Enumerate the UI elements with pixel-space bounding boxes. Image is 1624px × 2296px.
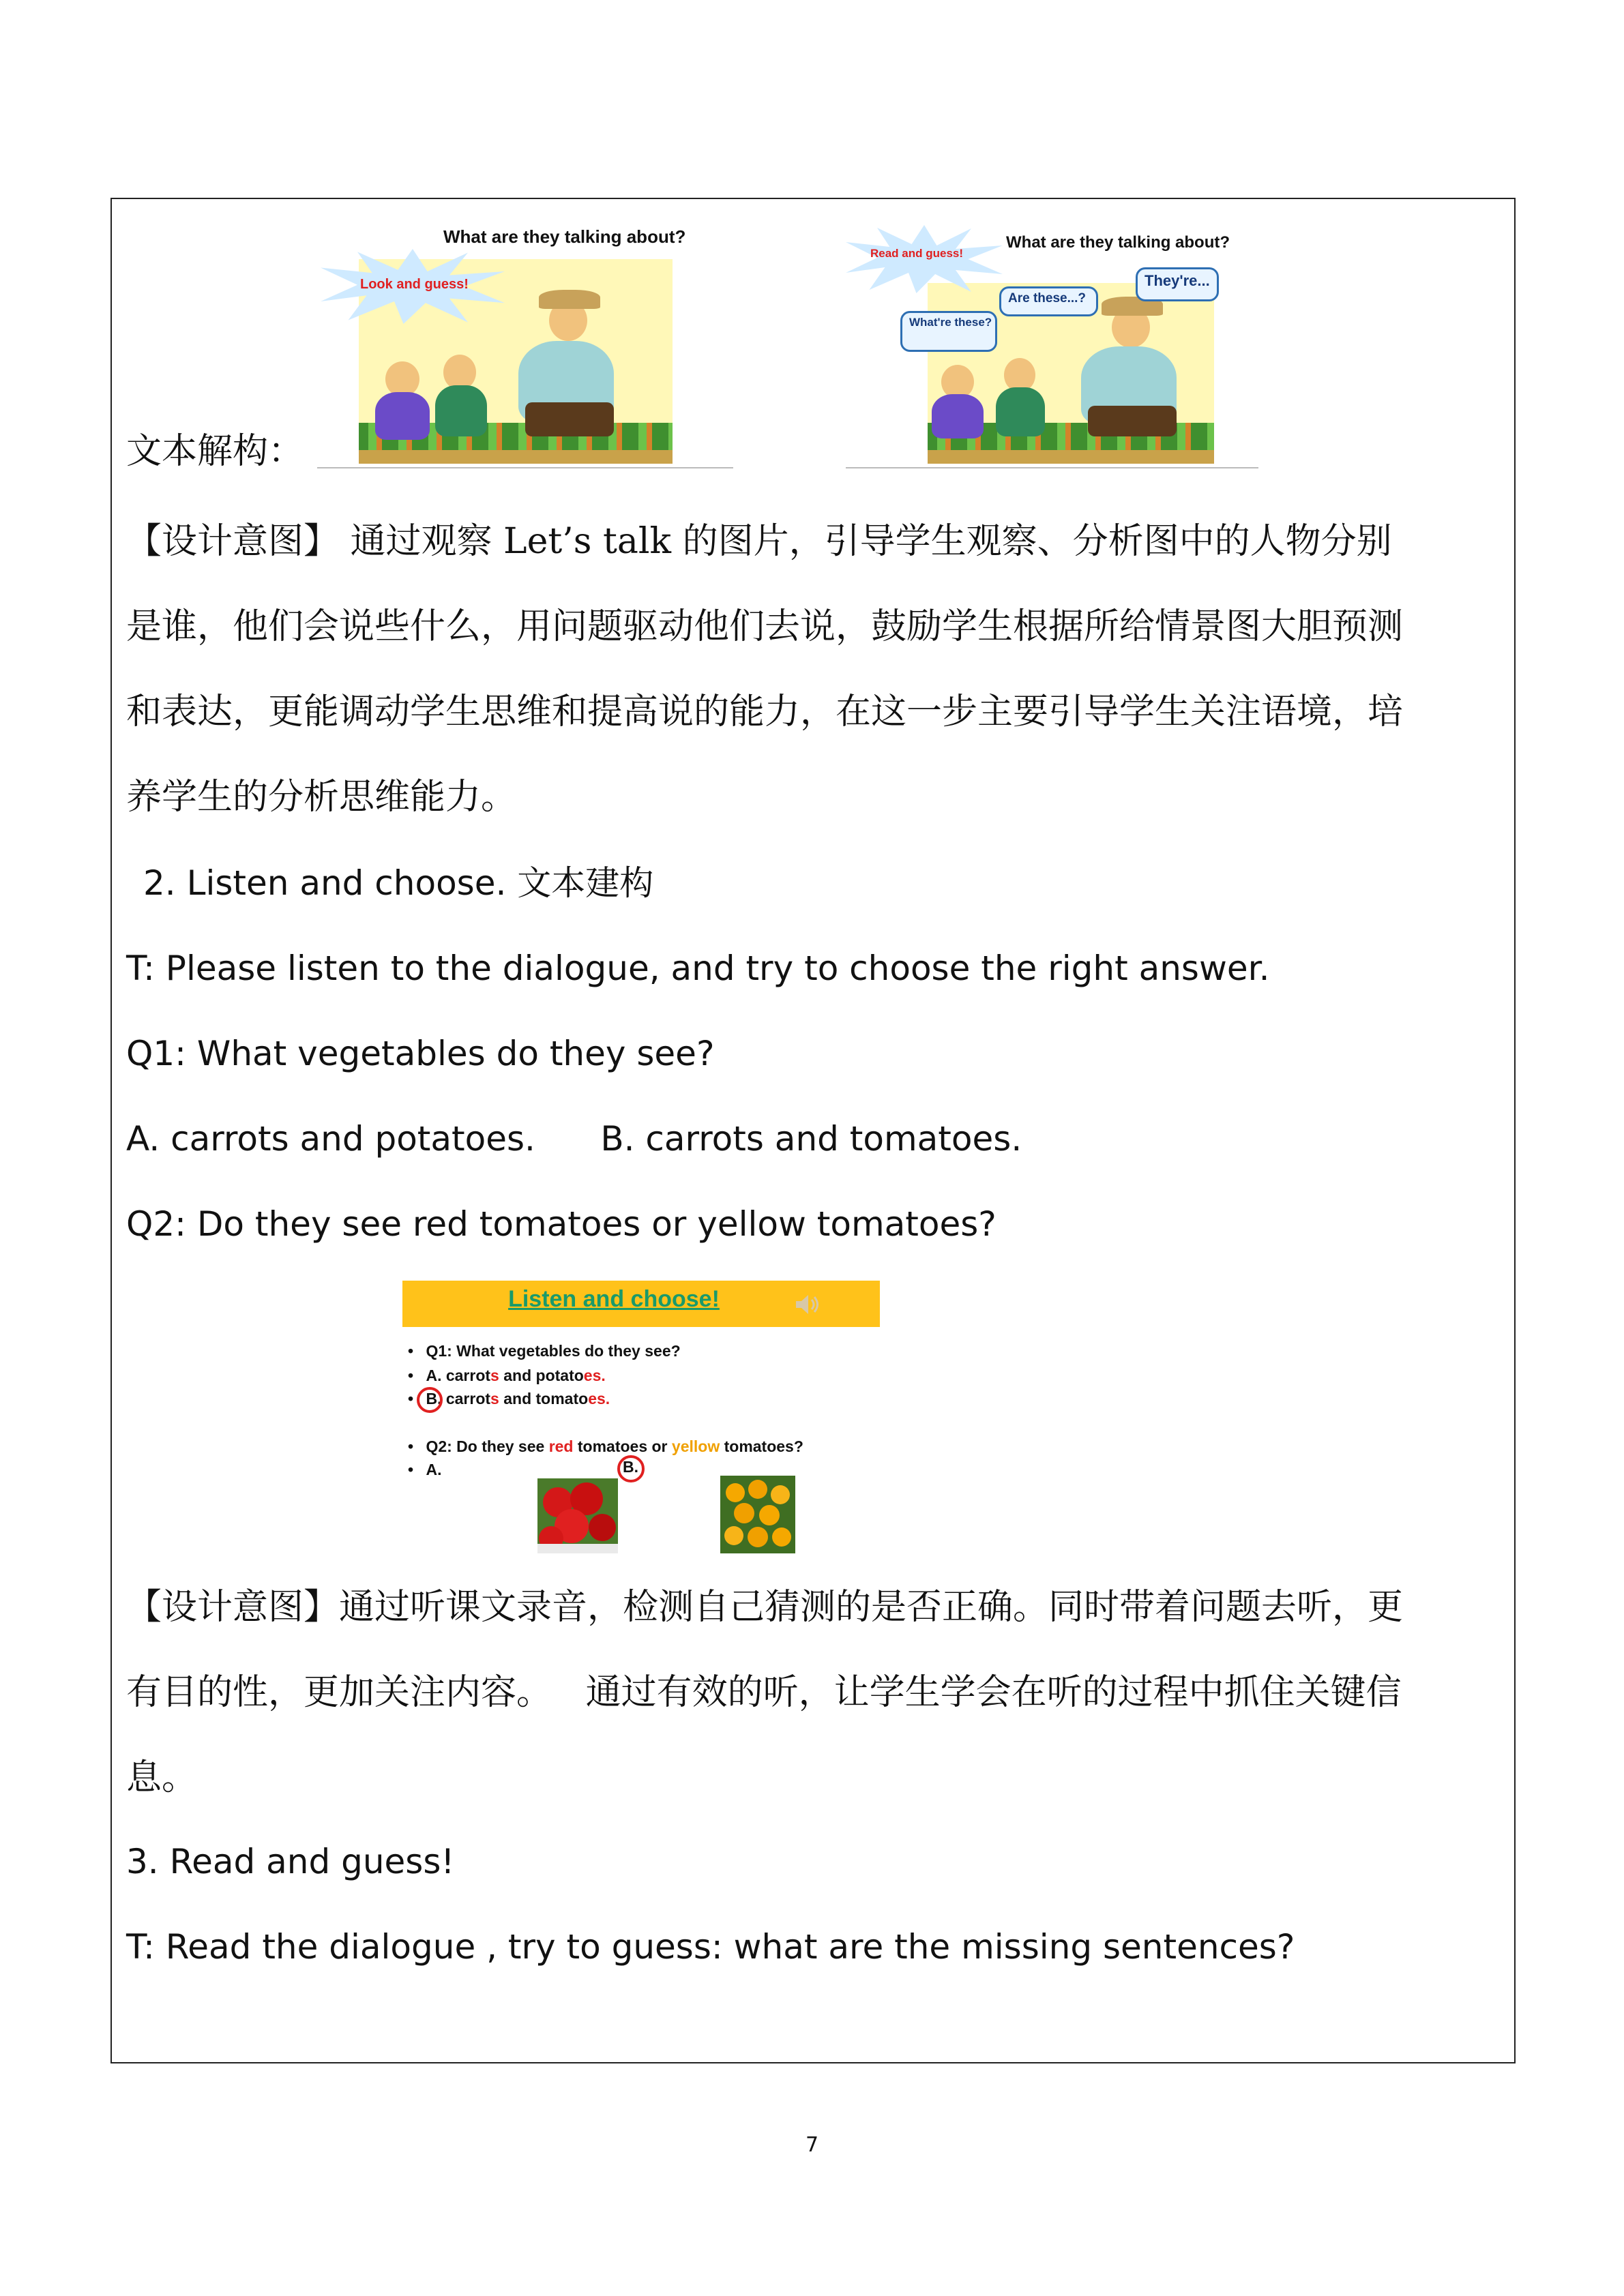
- speech-bubble: They're...: [1136, 267, 1219, 301]
- paragraph-line: 有目的性，更加关注内容。 通过有效的听，让学生学会在听的过程中抓住关键信: [126, 1672, 1402, 1713]
- listen-and-choose-slide: [402, 1281, 880, 1553]
- illustration-underline: [317, 467, 733, 468]
- burst-label: Read and guess!: [870, 247, 964, 260]
- slide-q1: Q1: What vegetables do they see?: [426, 1342, 681, 1360]
- paragraph-line: 是谁，他们会说些什么，用问题驱动他们去说，鼓励学生根据所给情景图大胆预测: [126, 606, 1404, 647]
- illustration-read-and-guess: [846, 218, 1262, 471]
- yellow-tomatoes-image: [720, 1476, 795, 1553]
- speaker-icon: [795, 1293, 822, 1316]
- illustration-underline: [846, 467, 1258, 468]
- option-text: .: [601, 1367, 606, 1384]
- page-number: 7: [805, 2133, 819, 2157]
- bullet: •: [408, 1390, 414, 1407]
- option-highlight: s: [490, 1390, 499, 1407]
- slide-q2-row: [408, 1437, 803, 1456]
- answer-circle-b: [417, 1387, 443, 1413]
- option-text: carrot: [445, 1390, 491, 1407]
- option-text: .: [605, 1390, 610, 1407]
- option-b-label: B.: [623, 1458, 638, 1476]
- paragraph-line: 和表达，更能调动学生思维和提高说的能力，在这一步主要引导学生关注语境，培: [126, 691, 1404, 732]
- instruction-listen: T: Please listen to the dialogue, and try to choose the right answer.: [126, 949, 1270, 988]
- instruction-read: T: Read the dialogue , try to guess: what are the missing sentences?: [126, 1927, 1295, 1967]
- option-a-label: A.: [426, 1461, 442, 1478]
- question-1: Q1: What vegetables do they see?: [126, 1034, 715, 1073]
- burst-label: Look and guess!: [360, 277, 469, 292]
- paragraph-line: 养学生的分析思维能力。: [126, 777, 517, 818]
- option-text: and potato: [499, 1367, 584, 1384]
- slide-q2-text: tomatoes?: [720, 1437, 803, 1455]
- slide-q2-option-a: [408, 1461, 441, 1479]
- slide-title: Listen and choose!: [508, 1286, 720, 1312]
- paragraph-line: 【设计意图】通过听课文录音，检测自己猜测的是否正确。同时带着问题去听，更: [126, 1587, 1404, 1628]
- bullet: •: [408, 1461, 414, 1478]
- paragraph-line: 息。: [126, 1757, 198, 1798]
- word-red: red: [548, 1437, 574, 1455]
- illustration-question: What are they talking about?: [443, 226, 686, 247]
- option-b-label: B.: [426, 1390, 442, 1407]
- option-text: and tomato: [499, 1390, 589, 1407]
- option-highlight: es: [588, 1390, 606, 1407]
- section-2-title: 2. Listen and choose. 文本建构: [143, 863, 654, 903]
- answer-circle-b: [617, 1455, 645, 1482]
- slide-q2-text: Q2: Do they see: [426, 1437, 549, 1455]
- bullet: •: [408, 1437, 414, 1455]
- bullet: •: [408, 1342, 414, 1360]
- paragraph-line: 【设计意图】 通过观察 Let’s talk 的图片，引导学生观察、分析图中的人物分别: [126, 521, 1392, 562]
- option-highlight: es: [583, 1367, 602, 1384]
- text-structure-label: 文本解构：: [126, 431, 304, 472]
- design-intent-paragraph-2: [126, 1565, 1504, 1821]
- question-1-options: A. carrots and potatoes. B. carrots and tomatoes.: [126, 1119, 1022, 1159]
- bullet: •: [408, 1367, 414, 1384]
- speech-bubble: Are these...?: [999, 286, 1098, 316]
- slide-option-a: [408, 1367, 606, 1385]
- slide-q2-text: tomatoes or: [573, 1437, 672, 1455]
- question-2: Q2: Do they see red tomatoes or yellow tomatoes?: [126, 1204, 996, 1244]
- red-tomatoes-image: [537, 1478, 618, 1553]
- option-text: A. carrot: [426, 1367, 491, 1384]
- slide-q1-row: [408, 1342, 681, 1360]
- option-highlight: s: [490, 1367, 499, 1384]
- illustration-look-and-guess: [321, 218, 737, 471]
- word-yellow: yellow: [671, 1437, 720, 1455]
- section-3-title: 3. Read and guess!: [126, 1842, 455, 1881]
- design-intent-paragraph-1: [126, 499, 1504, 840]
- speech-bubble: What're these?: [900, 311, 997, 352]
- illustration-question: What are they talking about?: [1006, 233, 1230, 252]
